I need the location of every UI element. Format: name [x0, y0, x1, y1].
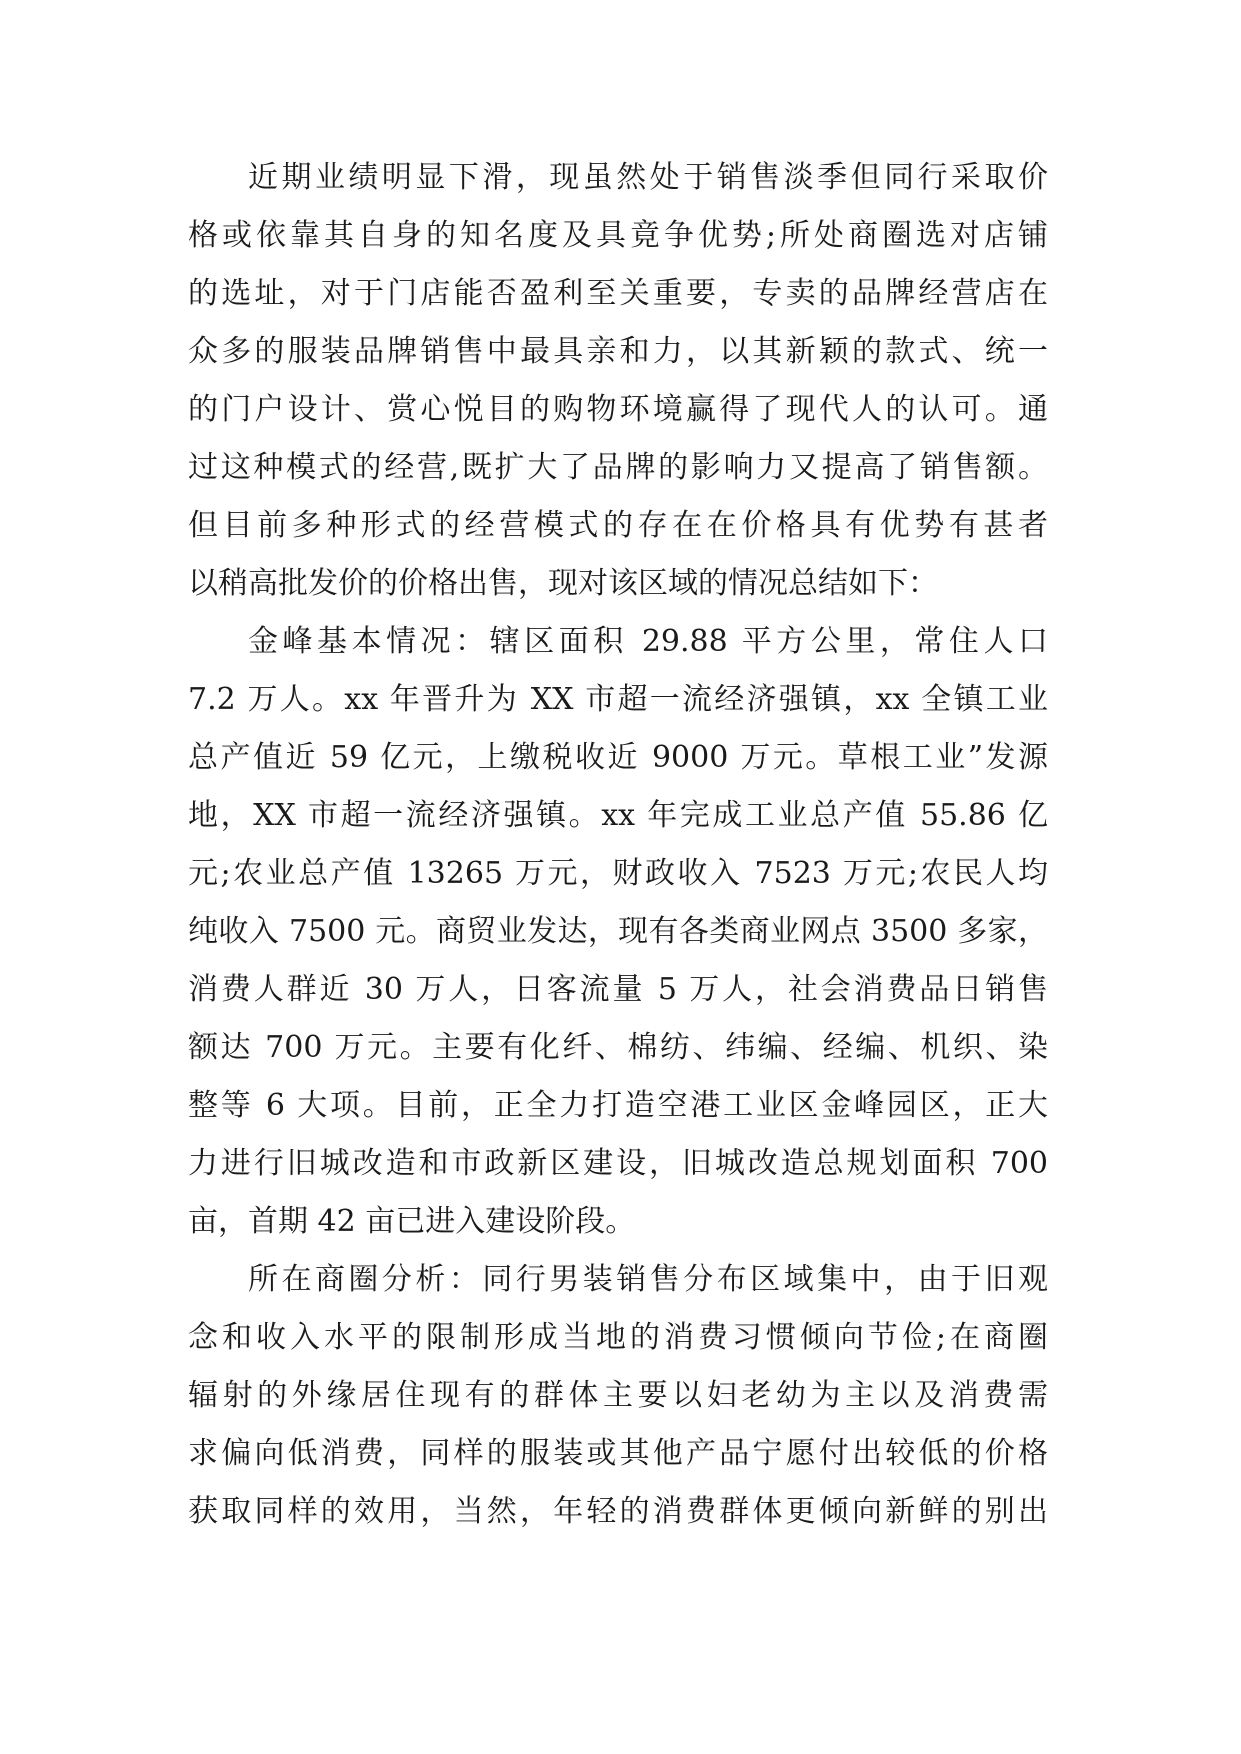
paragraph-trade-area-analysis: [188, 1251, 1048, 1541]
text-line: 金峰基本情况：辖区面积 29.88 平方公里，常住人口: [248, 624, 1048, 659]
text-line: 元;农业总产值 13265 万元，财政收入 7523 万元;农民人均: [188, 856, 1048, 891]
document-body: [188, 149, 1048, 1541]
text-line: 获取同样的效用，当然，年轻的消费群体更倾向新鲜的别出: [188, 1494, 1048, 1529]
text-line: 格或依靠其自身的知名度及具竟争优势;所处商圈选对店铺: [188, 218, 1048, 253]
text-line: 消费人群近 30 万人，日客流量 5 万人，社会消费品日销售: [188, 972, 1048, 1007]
text-line: 近期业绩明显下滑，现虽然处于销售淡季但同行采取价: [248, 160, 1048, 195]
text-line: 的门户设计、赏心悦目的购物环境赢得了现代人的认可。通: [188, 392, 1048, 427]
text-line: 整等 6 大项。目前，正全力打造空港工业区金峰园区，正大: [188, 1088, 1048, 1123]
text-line: 所在商圈分析：同行男装销售分布区域集中，由于旧观: [248, 1262, 1048, 1297]
text-line: 念和收入水平的限制形成当地的消费习惯倾向节俭;在商圈: [188, 1320, 1048, 1355]
text-line: 力进行旧城改造和市政新区建设，旧城改造总规划面积 700: [188, 1146, 1048, 1181]
text-line: 辐射的外缘居住现有的群体主要以妇老幼为主以及消费需: [188, 1378, 1048, 1413]
text-line: 总产值近 59 亿元，上缴税收近 9000 万元。草根工业”发源: [188, 740, 1048, 775]
text-line: 但目前多种形式的经营模式的存在在价格具有优势有甚者: [188, 508, 1048, 543]
text-line: 额达 700 万元。主要有化纤、棉纺、纬编、经编、机织、染: [188, 1030, 1048, 1065]
text-line: 地，XX 市超一流经济强镇。xx 年完成工业总产值 55.86 亿: [188, 798, 1048, 833]
text-line: 以稍高批发价的价格出售，现对该区域的情况总结如下：: [188, 566, 938, 601]
text-line: 的选址，对于门店能否盈利至关重要，专卖的品牌经营店在: [188, 276, 1048, 311]
paragraph-sales-overview: [188, 149, 1048, 613]
text-line: 求偏向低消费，同样的服装或其他产品宁愿付出较低的价格: [188, 1436, 1048, 1471]
text-line: 纯收入 7500 元。商贸业发达，现有各类商业网点 3500 多家，: [188, 914, 1048, 949]
text-line: 亩，首期 42 亩已进入建设阶段。: [188, 1204, 636, 1239]
paragraph-jinfeng-basic-info: [188, 613, 1048, 1251]
text-line: 7.2 万人。xx 年晋升为 XX 市超一流经济强镇，xx 全镇工业: [188, 682, 1048, 717]
text-line: 过这种模式的经营,既扩大了品牌的影响力又提高了销售额。: [188, 450, 1048, 485]
text-line: 众多的服装品牌销售中最具亲和力，以其新颖的款式、统一: [188, 334, 1048, 369]
